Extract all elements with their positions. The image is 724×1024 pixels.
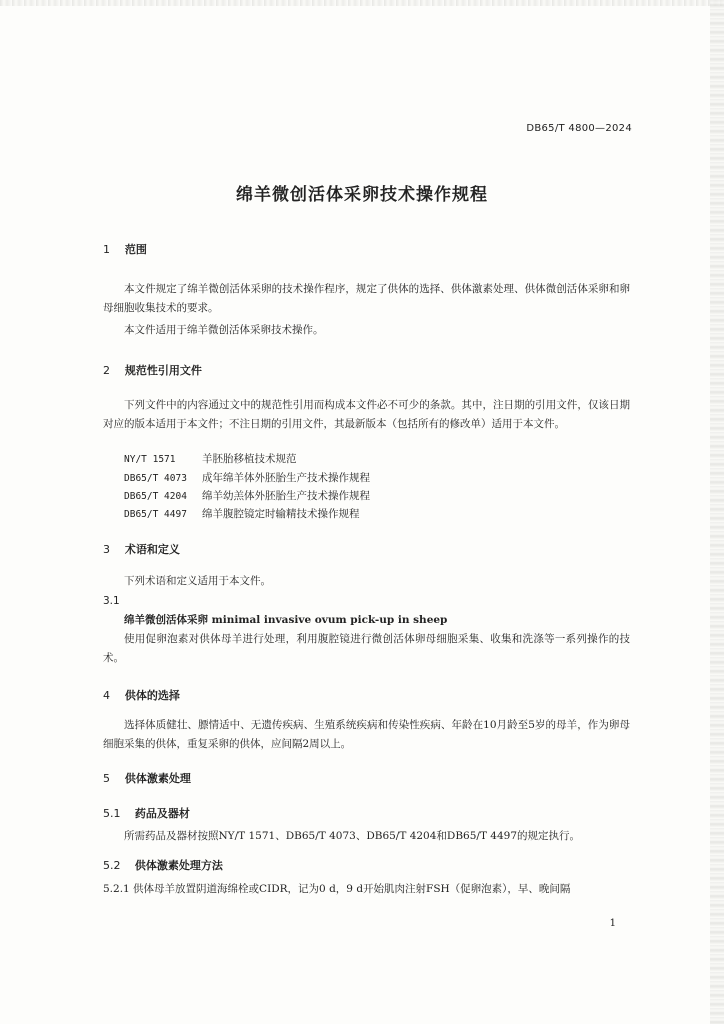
section-title: 范围 xyxy=(124,243,147,256)
term-entry: 绵羊微创活体采卵 minimal invasive ovum pick-up in sheep xyxy=(124,614,448,626)
section-1-paragraph-2: 本文件适用于绵羊微创活体采卵技术操作。 xyxy=(124,324,324,336)
document-number: DB65/T 4800—2024 xyxy=(526,123,632,134)
reference-item xyxy=(124,487,370,506)
scan-edge-top xyxy=(0,0,724,6)
reference-code: NY/T 1571 xyxy=(124,454,176,465)
subsection-title: 药品及器材 xyxy=(134,807,190,820)
term-number: 3.1 xyxy=(103,595,120,607)
subsection-number: 5.2 xyxy=(103,859,121,872)
section-number: 1 xyxy=(103,243,110,256)
clause-5-2-1: 5.2.1 供体母羊放置阴道海绵栓或CIDR，记为0 d，9 d开始肌肉注射FSH（促卵泡素），早、晚间隔 xyxy=(103,883,571,895)
reference-code: DB65/T 4073 xyxy=(124,473,187,484)
section-title: 规范性引用文件 xyxy=(124,364,202,377)
section-number: 4 xyxy=(103,689,110,702)
reference-item xyxy=(124,450,297,469)
reference-name: 羊胚胎移植技术规范 xyxy=(202,453,297,465)
reference-code: DB65/T 4204 xyxy=(124,491,187,502)
subsection-number: 5.1 xyxy=(103,807,121,820)
section-4-heading xyxy=(103,687,180,703)
reference-name: 成年绵羊体外胚胎生产技术操作规程 xyxy=(202,472,370,484)
subsection-5-1-heading xyxy=(103,805,190,821)
subsection-5-1-paragraph: 所需药品及器材按照NY/T 1571、DB65/T 4073、DB65/T 4204和DB65/T 4497的规定执行。 xyxy=(124,830,581,842)
section-number: 2 xyxy=(103,364,110,377)
scan-edge-right xyxy=(710,0,724,1024)
document-title: 绵羊微创活体采卵技术操作规程 xyxy=(236,185,488,205)
section-number: 5 xyxy=(103,772,110,785)
section-title: 供体激素处理 xyxy=(124,772,191,785)
term-definition: 使用促卵泡素对供体母羊进行处理，利用腹腔镜进行微创活体卵母细胞采集、收集和洗涤等一系列操作的技术。 xyxy=(103,633,630,664)
section-2-heading xyxy=(103,362,202,378)
section-3-heading xyxy=(103,541,180,557)
subsection-title: 供体激素处理方法 xyxy=(134,859,223,872)
subsection-5-2-heading xyxy=(103,857,223,873)
section-4-paragraph: 选择体质健壮、膘情适中、无遗传疾病、生殖系统疾病和传染性疾病、年龄在10月龄至5岁的母羊，作为卵母细胞采集的供体，重复采卵的供体，应间隔2周以上。 xyxy=(103,719,630,750)
section-number: 3 xyxy=(103,543,110,556)
section-title: 供体的选择 xyxy=(124,689,180,702)
reference-item xyxy=(124,469,370,488)
reference-item xyxy=(124,505,360,524)
section-2-paragraph: 下列文件中的内容通过文中的规范性引用而构成本文件必不可少的条款。其中，注日期的引用文件，仅该日期对应的版本适用于本文件；不注日期的引用文件，其最新版本（包括所有的修改单）适用于本文件。 xyxy=(103,399,630,430)
section-5-heading xyxy=(103,770,191,786)
reference-name: 绵羊幼羔体外胚胎生产技术操作规程 xyxy=(202,490,370,502)
section-1-heading xyxy=(103,241,147,257)
section-1-paragraph-1: 本文件规定了绵羊微创活体采卵的技术操作程序，规定了供体的选择、供体激素处理、供体微创活体采卵和卵母细胞收集技术的要求。 xyxy=(103,283,630,314)
reference-code: DB65/T 4497 xyxy=(124,509,187,520)
reference-name: 绵羊腹腔镜定时输精技术操作规程 xyxy=(202,508,360,520)
section-3-paragraph: 下列术语和定义适用于本文件。 xyxy=(124,575,271,587)
section-title: 术语和定义 xyxy=(124,543,180,556)
page-number: 1 xyxy=(609,918,616,929)
